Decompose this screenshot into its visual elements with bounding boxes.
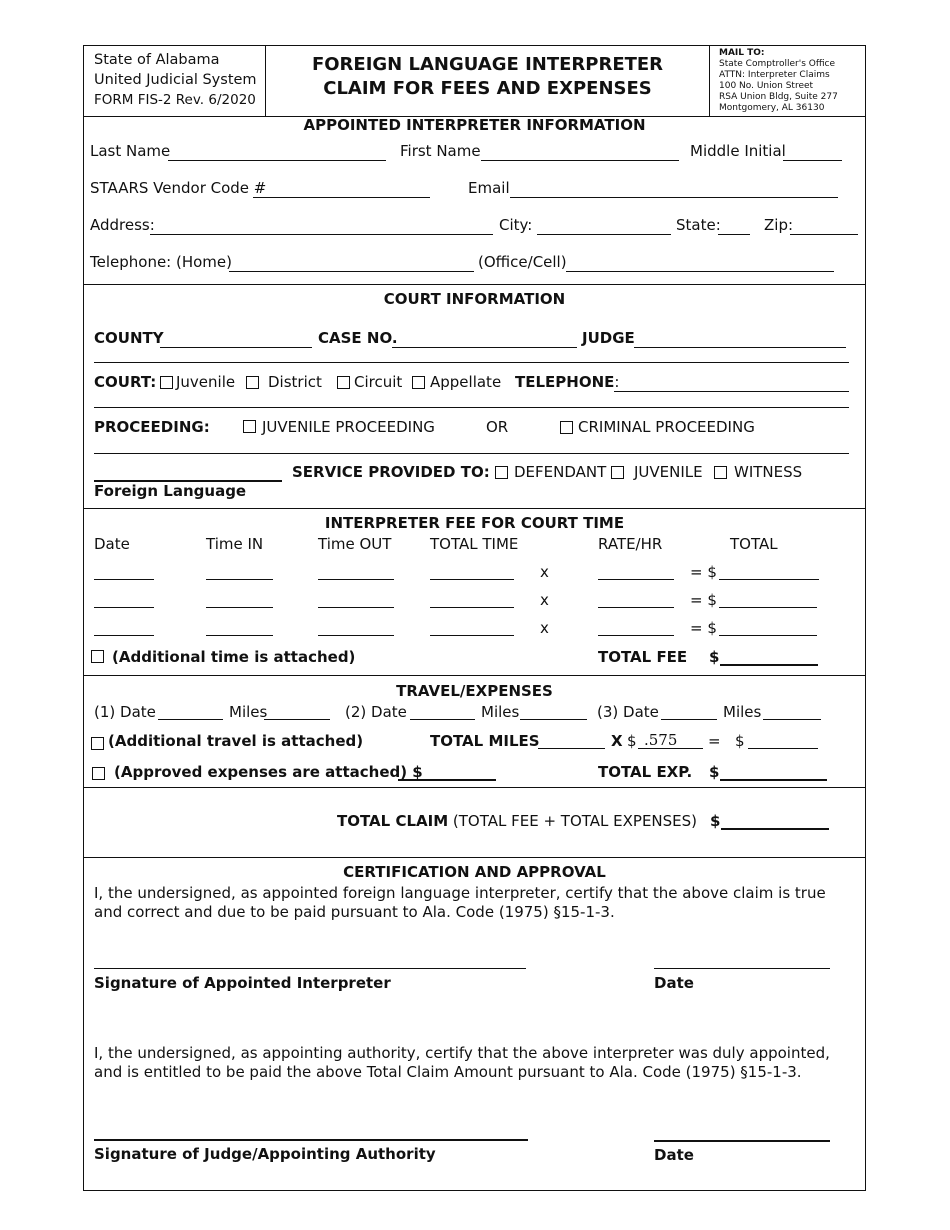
mileage-rate-underline (638, 748, 703, 749)
total-exp-label: TOTAL EXP. (598, 763, 693, 781)
circuit-court-checkbox[interactable] (337, 376, 350, 389)
title-line-1: FOREIGN LANGUAGE INTERPRETER (311, 54, 664, 75)
state-label: State: (676, 216, 721, 234)
certification-heading: CERTIFICATION AND APPROVAL (343, 863, 606, 881)
defendant-label: DEFENDANT (514, 463, 607, 481)
trip-2-date-label: (2) Date (345, 703, 407, 721)
district-court-checkbox[interactable] (246, 376, 259, 389)
court-heading: COURT INFORMATION (383, 290, 566, 308)
total-miles-field[interactable] (538, 748, 605, 749)
total-miles-label: TOTAL MILES (430, 732, 540, 750)
col-rate: RATE/HR (598, 535, 663, 553)
mileage-result-dollar: $ (735, 732, 745, 750)
juvenile-court-label: Juvenile (176, 373, 236, 391)
total-exp-dollar: $ (709, 763, 720, 781)
trip-3-miles-field[interactable] (763, 719, 821, 720)
fee-row-3-rate[interactable] (598, 635, 674, 636)
juvenile-service-checkbox[interactable] (611, 466, 624, 479)
fee-row-1-total-time[interactable] (430, 579, 514, 580)
interpreter-signature-line[interactable] (94, 968, 526, 969)
org-line-1: State of Alabama (94, 52, 220, 68)
court-rule-1 (94, 362, 849, 363)
mail-to-block (719, 48, 838, 114)
trip-2-miles-label: Miles (481, 703, 520, 721)
fee-row-2-total-time[interactable] (430, 607, 514, 608)
fee-row-2-rate[interactable] (598, 607, 674, 608)
interpreter-signature-label: Signature of Appointed Interpreter (94, 974, 391, 992)
total-fee-dollar: $ (709, 648, 720, 666)
county-field[interactable] (160, 347, 312, 348)
service-provided-label: SERVICE PROVIDED TO: (292, 463, 490, 481)
total-exp-field[interactable] (720, 779, 827, 781)
section-divider-fees (83, 508, 866, 509)
fee-row-3-date[interactable] (94, 635, 154, 636)
mileage-rate-dollar: $ (627, 732, 637, 750)
interpreter-heading: APPOINTED INTERPRETER INFORMATION (303, 116, 646, 134)
city-label: City: (499, 216, 533, 234)
telephone-colon: : (614, 373, 620, 391)
county-label: COUNTY (94, 329, 164, 347)
trip-2-date-field[interactable] (410, 719, 475, 720)
approved-expenses-checkbox[interactable] (92, 767, 105, 780)
fee-row-3-total-time[interactable] (430, 635, 514, 636)
tel-home-label: Telephone: (Home) (90, 253, 233, 271)
total-claim-label: TOTAL CLAIM (337, 812, 449, 830)
trip-1-miles-field[interactable] (264, 719, 330, 720)
circuit-court-label: Circuit (354, 373, 403, 391)
total-claim-text (337, 814, 697, 829)
juvenile-proceeding-checkbox[interactable] (243, 420, 256, 433)
tel-home-field[interactable] (229, 271, 474, 272)
mileage-result-field[interactable] (748, 748, 818, 749)
mail-to-label: MAIL TO: (719, 48, 765, 58)
fee-row-1-time-in[interactable] (206, 579, 273, 580)
trip-1-date-field[interactable] (158, 719, 223, 720)
trip-3-date-label: (3) Date (597, 703, 659, 721)
org-line-3: FORM FIS-2 Rev. 6/2020 (94, 92, 256, 108)
interpreter-date-label: Date (654, 974, 694, 992)
col-total-time: TOTAL TIME (430, 535, 519, 553)
fee-row-2-equals: = $ (690, 591, 717, 609)
judge-signature-label: Signature of Judge/Appointing Authority (94, 1145, 436, 1163)
additional-travel-checkbox[interactable] (91, 737, 104, 750)
section-divider-court (83, 284, 866, 285)
first-name-label: First Name (400, 142, 481, 160)
first-name-field[interactable] (481, 160, 679, 161)
trip-2-miles-field[interactable] (520, 719, 587, 720)
fee-row-1-times: x (540, 563, 549, 581)
col-total: TOTAL (730, 535, 778, 553)
approved-expenses-field[interactable] (398, 779, 496, 781)
fee-row-1-date[interactable] (94, 579, 154, 580)
approved-expenses-label: (Approved expenses are attached) $ (114, 763, 423, 781)
additional-time-checkbox[interactable] (91, 650, 104, 663)
section-divider-travel (83, 675, 866, 676)
trip-1-miles-label: Miles (229, 703, 268, 721)
header-org (94, 50, 257, 110)
additional-time-label: (Additional time is attached) (112, 648, 356, 666)
court-label: COURT: (94, 373, 157, 391)
vendor-code-field[interactable] (253, 197, 430, 198)
juvenile-court-checkbox[interactable] (160, 376, 173, 389)
section-divider-cert (83, 857, 866, 858)
fees-heading: INTERPRETER FEE FOR COURT TIME (324, 514, 625, 532)
mail-line-5: Montgomery, AL 36130 (719, 103, 825, 113)
fee-row-3-equals: = $ (690, 619, 717, 637)
judge-signature-line[interactable] (94, 1139, 528, 1141)
middle-initial-label: Middle Initial (690, 142, 786, 160)
trip-3-date-field[interactable] (661, 719, 717, 720)
appellate-court-label: Appellate (430, 373, 502, 391)
defendant-checkbox[interactable] (495, 466, 508, 479)
mail-line-3: 100 No. Union Street (719, 81, 814, 91)
trip-3-miles-label: Miles (723, 703, 762, 721)
tel-office-label: (Office/Cell) (478, 253, 567, 271)
judge-field[interactable] (634, 347, 846, 348)
form-frame (83, 45, 866, 1191)
form-title (266, 53, 709, 101)
authority-certification-text: I, the undersigned, as appointing authority, certify that the above interpreter was duly appointed, and is entitled to be paid the above Total Claim Amount pursuant to Ala. Code (1975) §15-1-3. (94, 1044, 830, 1081)
trip-1-date-label: (1) Date (94, 703, 156, 721)
mail-line-1: State Comptroller's Office (719, 59, 836, 69)
interpreter-certification-text: I, the undersigned, as appointed foreign language interpreter, certify that the above claim is true and correct and due to be paid pursuant to Ala. Code (1975) §15-1-3. (94, 884, 826, 921)
fee-row-2-time-in[interactable] (206, 607, 273, 608)
fee-row-2-times: x (540, 591, 549, 609)
fee-row-3-time-out[interactable] (318, 635, 394, 636)
fee-row-3-times: x (540, 619, 549, 637)
judge-label: JUDGE (582, 329, 635, 347)
col-time-out: Time OUT (318, 535, 392, 553)
fee-row-2-total[interactable] (719, 607, 817, 608)
total-claim-detail: (TOTAL FEE + TOTAL EXPENSES) (452, 812, 698, 830)
district-court-label: District (268, 373, 322, 391)
email-label: Email (468, 179, 510, 197)
mileage-equals: = (708, 732, 721, 750)
fee-row-1-time-out[interactable] (318, 579, 394, 580)
criminal-proceeding-label: CRIMINAL PROCEEDING (578, 418, 755, 436)
fee-row-1-equals: = $ (690, 563, 717, 581)
case-no-field[interactable] (392, 347, 577, 348)
mileage-rate-value: .575 (644, 731, 678, 749)
org-line-2: United Judicial System (94, 72, 257, 88)
mail-line-2: ATTN: Interpreter Claims (719, 70, 830, 80)
case-no-label: CASE NO. (318, 329, 398, 347)
mileage-x-label: X (611, 732, 623, 750)
court-rule-2 (94, 407, 849, 408)
tel-office-field[interactable] (566, 271, 834, 272)
appellate-court-checkbox[interactable] (412, 376, 425, 389)
proceeding-label: PROCEEDING: (94, 418, 210, 436)
address-field[interactable] (150, 234, 493, 235)
last-name-label: Last Name (90, 142, 171, 160)
middle-initial-field[interactable] (783, 160, 842, 161)
zip-field[interactable] (790, 234, 858, 235)
col-time-in: Time IN (206, 535, 264, 553)
judge-date-label: Date (654, 1146, 694, 1164)
fee-row-1-rate[interactable] (598, 579, 674, 580)
col-date: Date (94, 535, 130, 553)
city-field[interactable] (537, 234, 671, 235)
fee-row-1-total[interactable] (719, 579, 819, 580)
fee-row-2-date[interactable] (94, 607, 154, 608)
witness-checkbox[interactable] (714, 466, 727, 479)
additional-travel-label: (Additional travel is attached) (108, 732, 364, 750)
interpreter-date-line[interactable] (654, 968, 830, 969)
total-claim-dollar: $ (710, 812, 721, 830)
address-label: Address: (90, 216, 155, 234)
section-divider-total (83, 787, 866, 788)
proceeding-or: OR (486, 418, 509, 436)
fee-row-3-total[interactable] (719, 635, 817, 636)
juvenile-service-label: JUVENILE (634, 463, 703, 481)
court-rule-3 (94, 453, 849, 454)
mail-line-4: RSA Union Bldg, Suite 277 (719, 92, 838, 102)
foreign-language-label: Foreign Language (94, 482, 247, 500)
total-fee-label: TOTAL FEE (598, 648, 688, 666)
court-telephone-field[interactable] (614, 391, 849, 392)
title-line-2: CLAIM FOR FEES AND EXPENSES (323, 78, 652, 99)
total-claim-field[interactable] (721, 828, 829, 830)
court-telephone-label (515, 375, 619, 390)
email-field[interactable] (510, 197, 838, 198)
juvenile-proceeding-label: JUVENILE PROCEEDING (262, 418, 435, 436)
judge-date-line[interactable] (654, 1140, 830, 1142)
telephone-label-text: TELEPHONE (515, 373, 615, 391)
zip-label: Zip: (764, 216, 794, 234)
travel-heading: TRAVEL/EXPENSES (396, 682, 553, 700)
criminal-proceeding-checkbox[interactable] (560, 421, 573, 434)
fee-row-2-time-out[interactable] (318, 607, 394, 608)
vendor-code-label: STAARS Vendor Code # (90, 179, 267, 197)
fee-row-3-time-in[interactable] (206, 635, 273, 636)
header-vline-2 (709, 45, 710, 116)
total-fee-field[interactable] (720, 664, 818, 666)
witness-label: WITNESS (734, 463, 803, 481)
state-field[interactable] (718, 234, 750, 235)
last-name-field[interactable] (168, 160, 386, 161)
